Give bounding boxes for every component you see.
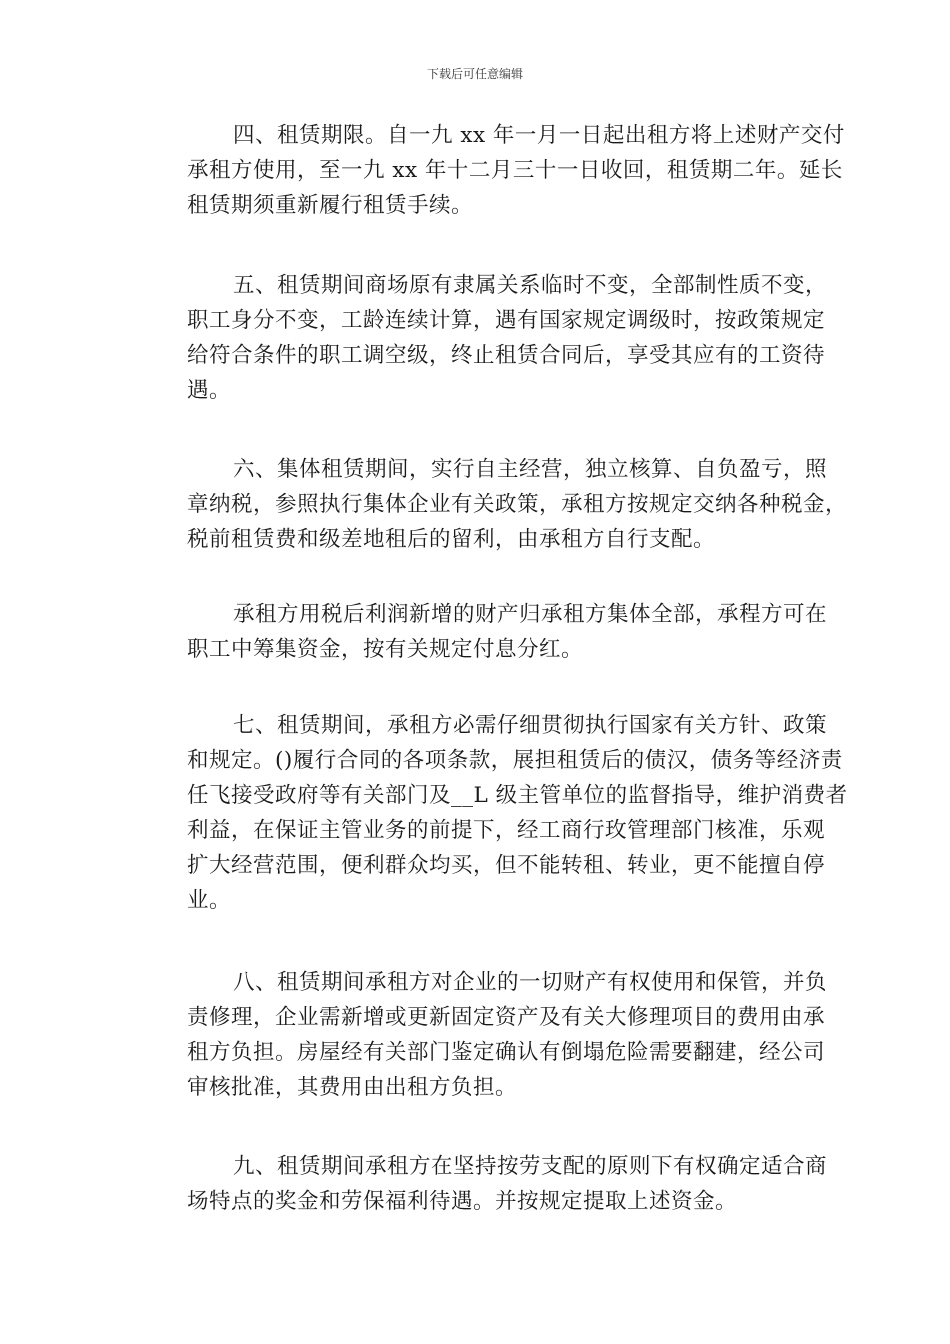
paragraph-line: 五、租赁期间商场原有隶属关系临时不变，全部制性质不变， [233,273,828,298]
paragraph-line: 任飞接受政府等有关部门及__L 级主管单位的监督指导，维护消费者 [187,783,848,808]
paragraph-line: 税前租赁费和级差地租后的留利，由承租方自行支配。 [187,527,716,552]
paragraph-line: 九、租赁期间承租方在坚持按劳支配的原则下有权确定适合商 [233,1154,828,1179]
paragraph-line: 四、租赁期限。自一九 xx 年一月一日起出租方将上述财产交付 [233,123,845,148]
paragraph-line: 责修理，企业需新增或更新固定资产及有关大修理项目的费用由承 [187,1005,826,1030]
paragraph-line: 给符合条件的职工调空级，终止租赁合同后，享受其应有的工资待 [187,343,826,368]
paragraph-line: 租赁期须重新履行租赁手续。 [187,193,474,218]
paragraph-8-property-maintenance [144,965,828,1105]
paragraph-line: 业。 [187,888,232,913]
paragraph-line: 利益，在保证主管业务的前提下，经工商行玫管理部门核准，乐观 [187,818,826,843]
paragraph-line: 租方负担。房屋经有关部门鉴定确认有倒塌危险需要翻建，经公司 [187,1040,826,1065]
paragraph-profit-property [144,597,828,667]
paragraph-line: 和规定。()履行合同的各项条款，展担租赁后的债汉，债务等经济责 [187,748,843,773]
paragraph-line: 承租方用税后利润新增的财产归承租方集体全部，承程方可在 [233,602,828,627]
paragraph-line: 扩大经营范围，便利群众均买，但不能转租、转业，更不能擅自停 [187,853,826,878]
paragraph-line: 七、租赁期间，承租方必需仔细贯彻执行国家有关方针、政策 [233,713,828,738]
paragraph-line: 职工身分不变，工龄连续计算，遇有国家规定调级时，按政策规定 [187,308,826,333]
paragraph-line: 审核批准，其费用由出租方负担。 [187,1075,518,1100]
paragraph-9-bonus-welfare [144,1149,828,1219]
paragraph-line: 职工中筹集资金，按有关规定付息分红。 [187,637,584,662]
paragraph-7-obligations [144,708,848,918]
paragraph-line: 八、租赁期间承租方对企业的一切财产有权使用和保管，并负 [233,970,828,995]
paragraph-6-collective-lease [144,452,848,557]
paragraph-line: 承租方使用，至一九 xx 年十二月三十一日收回，租赁期二年。延长 [187,158,843,183]
paragraph-4-lease-term [144,118,845,223]
paragraph-line: 章纳税，参照执行集体企业有关政策，承租方按规定交纳各种税金， [187,492,848,517]
paragraph-line: 六、集体租赁期间，实行自主经营，独立核算、自负盈亏，照 [233,457,828,482]
header-note: 下载后可任意编辑 [426,67,523,81]
paragraph-line: 场特点的奖金和劳保福利待遇。并按规定提取上述资金。 [187,1189,738,1214]
paragraph-line: 遇。 [187,378,232,403]
paragraph-5-affiliation [144,268,828,408]
